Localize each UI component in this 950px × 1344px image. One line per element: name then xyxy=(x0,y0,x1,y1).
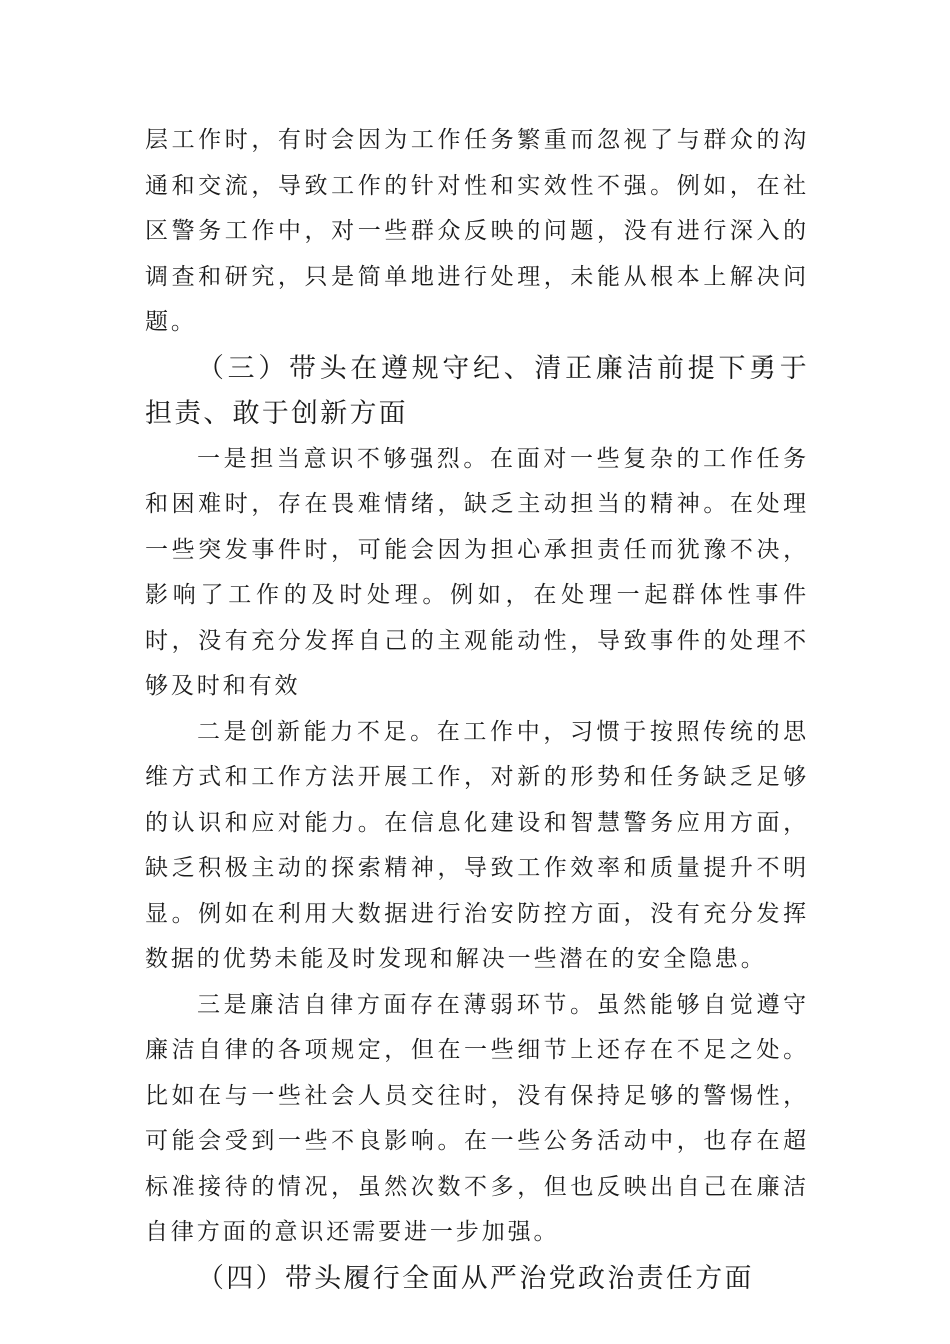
paragraph-integrity: 三是廉洁自律方面存在薄弱环节。虽然能够自觉遵守廉洁自律的各项规定，但在一些细节上还存在不足之处。比如在与一些社会人员交往时，没有保持足够的警惕性，可能会受到一些不良影响。在一些公务活动中，也存在超标准接待的情况，虽然次数不多，但也反映出自己在廉洁自律方面的意识还需要进一步加强。 xyxy=(145,991,809,1245)
section-heading-three: （三）带头在遵规守纪、清正廉洁前提下勇于担责、敢于创新方面 xyxy=(145,352,809,429)
paragraph-responsibility: 一是担当意识不够强烈。在面对一些复杂的工作任务和困难时，存在畏难情绪，缺乏主动担当的精神。在处理一些突发事件时，可能会因为担心承担责任而犹豫不决，影响了工作的及时处理。例如，在处理一起群体性事件时，没有充分发挥自己的主观能动性，导致事件的处理不够及时和有效 xyxy=(145,445,809,699)
paragraph-community-policing: 层工作时，有时会因为工作任务繁重而忽视了与群众的沟通和交流，导致工作的针对性和实效性不强。例如，在社区警务工作中，对一些群众反映的问题，没有进行深入的调查和研究，只是简单地进行处理，未能从根本上解决问题。 xyxy=(145,127,809,335)
paragraph-innovation: 二是创新能力不足。在工作中，习惯于按照传统的思维方式和工作方法开展工作，对新的形势和任务缺乏足够的认识和应对能力。在信息化建设和智慧警务应用方面，缺乏积极主动的探索精神，导致工作效率和质量提升不明显。例如在利用大数据进行治安防控方面，没有充分发挥数据的优势未能及时发现和解决一些潜在的安全隐患。 xyxy=(145,718,809,972)
document-body xyxy=(145,118,809,1301)
section-heading-four: （四）带头履行全面从严治党政治责任方面 xyxy=(197,1262,754,1294)
